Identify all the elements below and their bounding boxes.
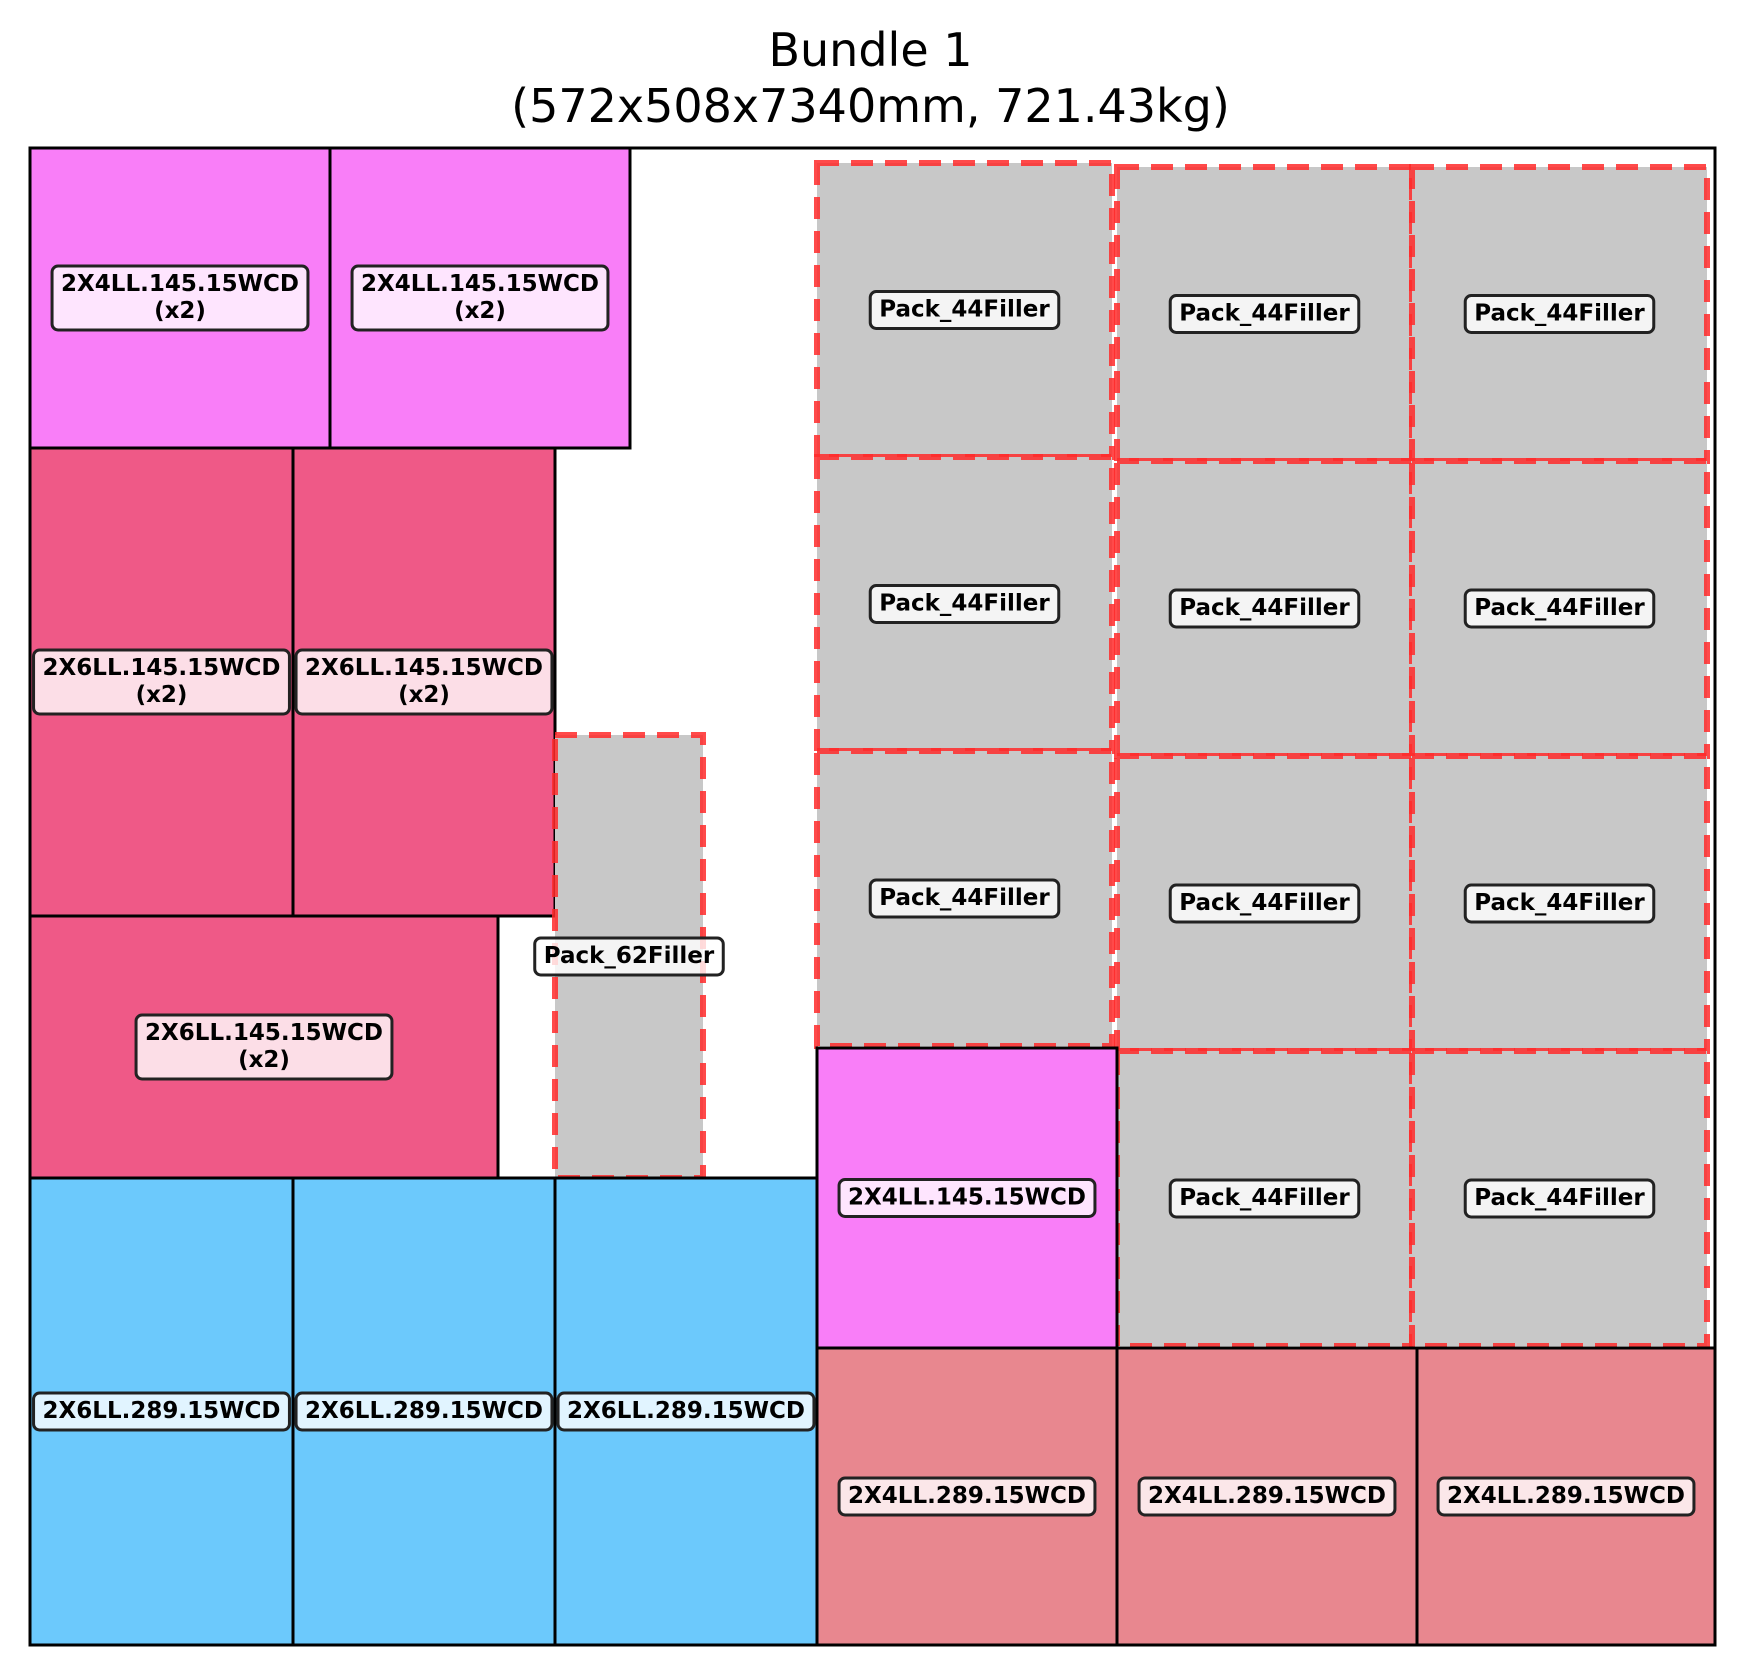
piece-label-m3	[839, 1180, 1095, 1217]
piece-name: 2X6LL.145.15WCD	[42, 655, 281, 681]
piece-label-f3	[1465, 296, 1654, 333]
piece-label-f2	[1170, 296, 1359, 333]
piece-label-f10	[1170, 1180, 1359, 1217]
piece-name: 2X4LL.289.15WCD	[848, 1483, 1086, 1509]
piece-name: Pack_44Filler	[1474, 300, 1645, 327]
piece-name: Pack_44Filler	[1179, 300, 1350, 327]
piece-label-f9	[1465, 885, 1654, 922]
piece-label-s1	[34, 1393, 290, 1430]
piece-label-s3	[558, 1393, 814, 1430]
piece-quantity: (x2)	[454, 298, 506, 324]
piece-name: 2X4LL.289.15WCD	[1447, 1483, 1685, 1509]
piece-label-r2	[1139, 1478, 1395, 1515]
piece-label-r1	[839, 1478, 1095, 1515]
piece-name: 2X6LL.289.15WCD	[305, 1398, 543, 1424]
piece-label-m2	[352, 266, 608, 330]
piece-label-c3	[136, 1015, 392, 1079]
piece-label-f4	[870, 586, 1059, 623]
piece-name: Pack_44Filler	[1474, 890, 1645, 916]
piece-name: 2X4LL.289.15WCD	[1148, 1483, 1386, 1509]
piece-label-r3	[1438, 1478, 1694, 1515]
piece-name: Pack_44Filler	[1474, 595, 1645, 621]
piece-label-f5	[1170, 590, 1359, 627]
piece-label-c1	[34, 650, 290, 714]
piece-name: 2X6LL.145.15WCD	[305, 655, 543, 681]
bundle-title-line2: (572x508x7340mm, 721.43kg)	[511, 79, 1230, 133]
piece-quantity: (x2)	[398, 682, 450, 708]
piece-label-f8	[1170, 885, 1359, 922]
piece-name: 2X4LL.145.15WCD	[61, 271, 299, 297]
piece-name: Pack_44Filler	[1179, 595, 1350, 621]
piece-label-f1	[870, 292, 1059, 329]
piece-name: Pack_44Filler	[1474, 1185, 1645, 1211]
piece-label-f11	[1465, 1180, 1654, 1217]
piece-label-s2	[296, 1393, 552, 1430]
piece-label-f6	[1465, 590, 1654, 627]
piece-name: 2X6LL.289.15WCD	[42, 1398, 281, 1424]
piece-name: 2X6LL.289.15WCD	[567, 1398, 805, 1424]
piece-quantity: (x2)	[238, 1047, 290, 1073]
piece-name: Pack_44Filler	[879, 590, 1050, 617]
piece-name: Pack_44Filler	[879, 885, 1050, 911]
piece-label-f7	[870, 880, 1059, 917]
piece-name: 2X4LL.145.15WCD	[361, 271, 599, 297]
piece-name: 2X6LL.145.15WCD	[145, 1020, 383, 1046]
piece-name: Pack_44Filler	[1179, 890, 1350, 916]
piece-label-p62	[535, 938, 724, 975]
bundle-title-line1: Bundle 1	[768, 23, 973, 77]
piece-quantity: (x2)	[135, 682, 188, 708]
piece-label-c2	[296, 650, 552, 714]
piece-name: 2X4LL.145.15WCD	[848, 1184, 1086, 1211]
piece-name: Pack_44Filler	[1179, 1185, 1350, 1211]
piece-name: Pack_62Filler	[543, 943, 715, 969]
piece-quantity: (x2)	[154, 298, 206, 324]
piece-name: Pack_44Filler	[879, 296, 1050, 323]
piece-label-m1	[52, 266, 308, 330]
